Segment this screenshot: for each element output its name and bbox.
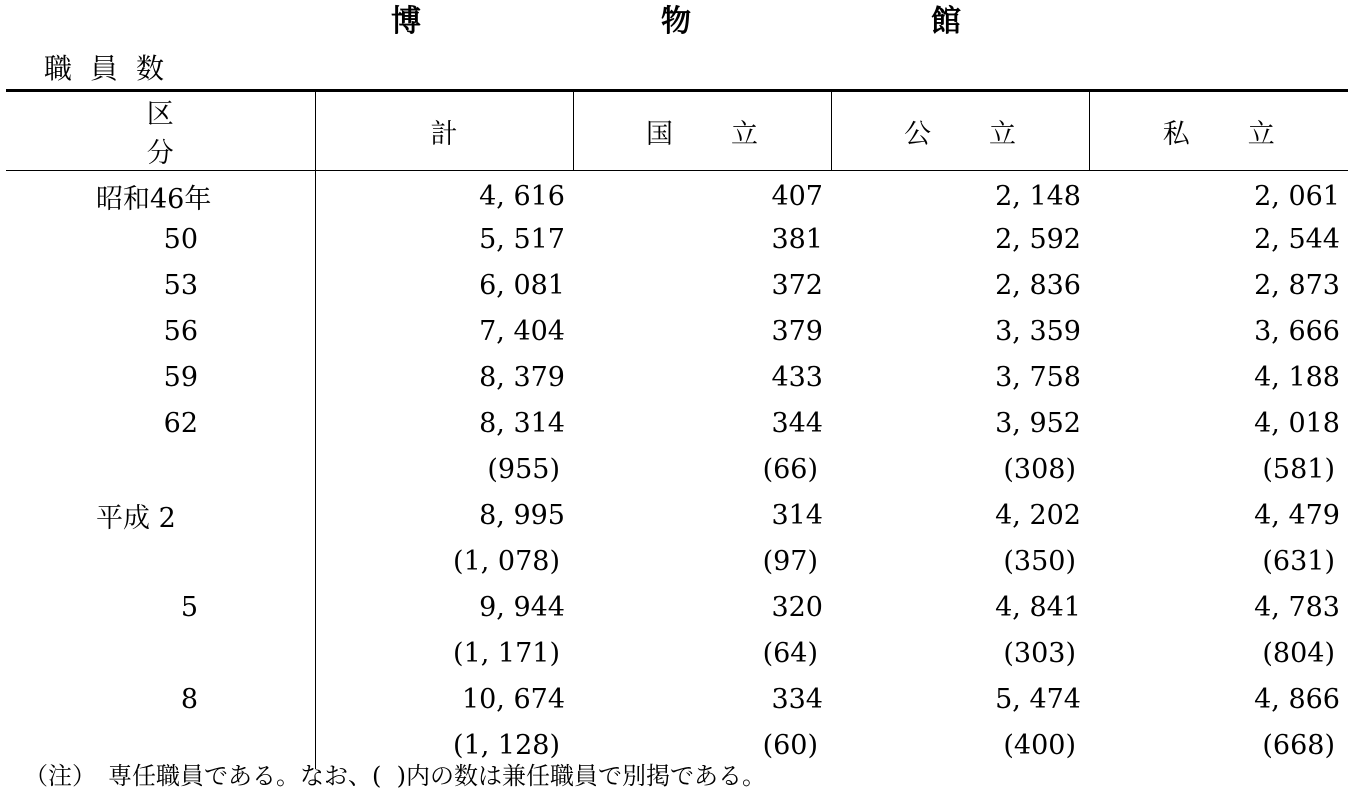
cell-total: 8, 314 [479,408,565,439]
header-public: 公立 [831,91,1089,171]
row-label [6,631,315,677]
cell-total: (1, 171) [453,638,560,669]
row-label [6,263,315,309]
table-row [6,401,1348,447]
table-row [6,263,1348,309]
table-row [6,171,1348,217]
cell-private: 2, 061 [1254,181,1340,213]
cell-national: (64) [762,638,818,669]
row-label [6,217,315,263]
row-label [6,493,315,539]
cell-public: 2, 592 [995,224,1081,255]
row-year: 50 [163,224,198,255]
header-total: 計 [315,91,573,171]
row-label [6,585,315,631]
header-row [6,91,1348,171]
row-label [6,677,315,723]
cell-national: 379 [771,316,823,347]
page-title: 博 物 館 [391,4,1066,39]
table-row-parttime [6,539,1348,585]
table-row-parttime [6,447,1348,493]
cell-total: 4, 616 [479,181,565,213]
row-label [6,309,315,355]
row-era: 平成 2 [96,503,176,534]
cell-private: (581) [1262,454,1335,485]
cell-total: (955) [487,454,560,485]
row-year: 56 [163,316,198,347]
row-label [6,401,315,447]
table-row [6,217,1348,263]
cell-public: 4, 202 [995,500,1081,531]
row-label [6,539,315,585]
cell-public: 4, 841 [995,592,1081,623]
cell-total: 10, 674 [461,684,565,715]
cell-public: 5, 474 [995,684,1081,715]
cell-national: 407 [771,181,823,213]
cell-private: 4, 866 [1254,684,1340,715]
staff-count-table [6,89,1348,769]
cell-private: (804) [1262,638,1335,669]
table-row [6,585,1348,631]
cell-total: 5, 517 [479,224,565,255]
cell-national: 344 [771,408,823,439]
table-body [6,171,1348,769]
header-category: 区分 [6,91,315,171]
table-row [6,355,1348,401]
cell-national: 381 [771,224,823,255]
table-row [6,493,1348,539]
header-private: 私立 [1089,91,1348,171]
cell-total: 7, 404 [479,316,565,347]
row-year: 62 [163,408,198,439]
cell-national: (97) [762,546,818,577]
cell-national: 433 [771,362,823,393]
cell-public: 3, 359 [995,316,1081,347]
row-label [6,171,315,217]
table-subtitle: 職員数 [44,52,183,85]
cell-total: (1, 078) [453,546,560,577]
cell-total: 9, 944 [479,592,565,623]
header-national: 国立 [573,91,831,171]
cell-private: 4, 479 [1254,500,1340,531]
cell-national: 372 [771,270,823,301]
table-row [6,309,1348,355]
cell-public: 3, 952 [995,408,1081,439]
cell-national: 314 [771,500,823,531]
row-label [6,355,315,401]
cell-private: 2, 544 [1254,224,1340,255]
cell-total: 8, 995 [479,500,565,531]
row-era: 昭和46年 [96,184,212,216]
cell-total: 6, 081 [479,270,565,301]
cell-public: (400) [1003,730,1076,761]
cell-public: 2, 148 [995,181,1081,213]
cell-public: 3, 758 [995,362,1081,393]
row-label [6,447,315,493]
cell-private: 2, 873 [1254,270,1340,301]
row-year: 5 [180,592,198,623]
cell-public: (350) [1003,546,1076,577]
cell-private: 3, 666 [1254,316,1340,347]
cell-private: 4, 188 [1254,362,1340,393]
row-year: 53 [163,270,198,301]
cell-public: (303) [1003,638,1076,669]
row-year: 8 [180,684,198,715]
cell-national: (60) [762,730,818,761]
table-row [6,677,1348,723]
cell-public: 2, 836 [995,270,1081,301]
cell-national: 320 [771,592,823,623]
row-year: 59 [163,362,198,393]
cell-national: 334 [771,684,823,715]
cell-private: (631) [1262,546,1335,577]
cell-national: (66) [762,454,818,485]
cell-private: 4, 783 [1254,592,1340,623]
cell-private: 4, 018 [1254,408,1340,439]
cell-private: (668) [1262,730,1335,761]
cell-total: 8, 379 [479,362,565,393]
footnote: （注） 専任職員である。なお、( )内の数は兼任職員で別掲である。 [24,762,766,790]
cell-public: (308) [1003,454,1076,485]
cell-total: (1, 128) [453,730,560,761]
table-row-parttime [6,631,1348,677]
